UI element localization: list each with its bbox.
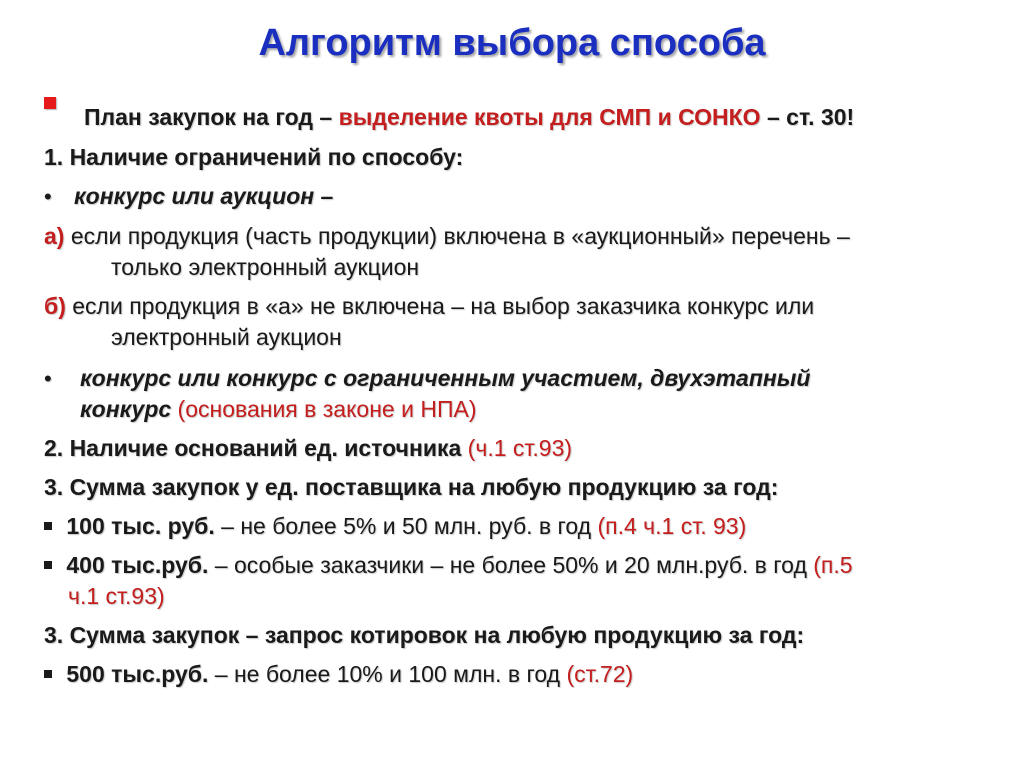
square-item-3 xyxy=(44,660,633,689)
square-item-3-reference: (ст.72) xyxy=(566,661,634,687)
item-b-text-2: электронный аукцион xyxy=(111,324,342,350)
item-b-label: б) xyxy=(44,293,66,319)
square-item-1-amount: 100 тыс. руб. xyxy=(66,513,215,539)
item-a-text-1: если продукция (часть продукции) включена в «аукционный» перечень – xyxy=(64,223,850,249)
bullet-dot-icon: • xyxy=(44,366,52,391)
section-3-heading: 3. Сумма закупок у ед. поставщика на любую продукцию за год: xyxy=(44,474,779,500)
bullet-1 xyxy=(44,182,52,211)
square-item-2-amount: 400 тыс.руб. xyxy=(66,552,209,578)
square-item-1-reference: (п.4 ч.1 ст. 93) xyxy=(597,513,747,539)
square-item-1-text: – не более 5% и 50 млн. руб. в год xyxy=(214,513,598,539)
section-2-reference: (ч.1 ст.93) xyxy=(461,435,573,461)
plan-text: План закупок на год – xyxy=(84,104,339,130)
plan-article-text: – ст. 30! xyxy=(760,104,855,130)
item-b-line-1 xyxy=(44,292,814,321)
item-a-label: а) xyxy=(44,223,65,249)
square-bullet-icon xyxy=(44,670,52,678)
bullet-2-text-1: конкурс или конкурс с ограниченным участием, двухэтапный xyxy=(80,365,811,391)
square-item-2-text: – особые заказчики – не более 50% и 20 млн.руб. в год xyxy=(208,552,814,578)
bullet-2 xyxy=(44,364,52,393)
plan-line xyxy=(84,103,854,132)
bullet-2-line-2 xyxy=(80,395,476,424)
bullet-2-basis: (основания в законе и НПА) xyxy=(171,396,477,422)
square-item-1 xyxy=(44,512,746,541)
square-item-2-reference: (п.5 xyxy=(813,552,853,578)
bullet-2-text-2: конкурс xyxy=(80,396,172,422)
item-a-text-2: только электронный аукцион xyxy=(111,254,420,280)
section-2-line xyxy=(44,434,572,463)
section-4-heading: 3. Сумма закупок – запрос котировок на любую продукцию за год: xyxy=(44,622,805,648)
section-1-heading: 1. Наличие ограничений по способу: xyxy=(44,144,464,170)
square-item-3-amount: 500 тыс.руб. xyxy=(66,661,209,687)
slide-title: Алгоритм выбора способа xyxy=(258,22,766,64)
plan-quota-text: выделение квоты для СМП и СОНКО xyxy=(338,104,761,130)
bullet-dot-icon: • xyxy=(44,184,52,209)
item-b-text-1: если продукция в «а» не включена – на выбор заказчика конкурс или xyxy=(65,293,815,319)
red-square-bullet-icon xyxy=(44,97,56,109)
square-bullet-icon xyxy=(44,522,52,530)
square-item-2-reference-2: ч.1 ст.93) xyxy=(68,583,165,609)
square-item-3-text: – не более 10% и 100 млн. в год xyxy=(208,661,567,687)
square-bullet-icon xyxy=(44,561,52,569)
section-2-heading: 2. Наличие оснований ед. источника xyxy=(44,435,462,461)
square-item-2 xyxy=(44,551,853,580)
item-a-line-1 xyxy=(44,222,850,251)
bullet-1-text: конкурс или аукцион – xyxy=(74,183,334,209)
